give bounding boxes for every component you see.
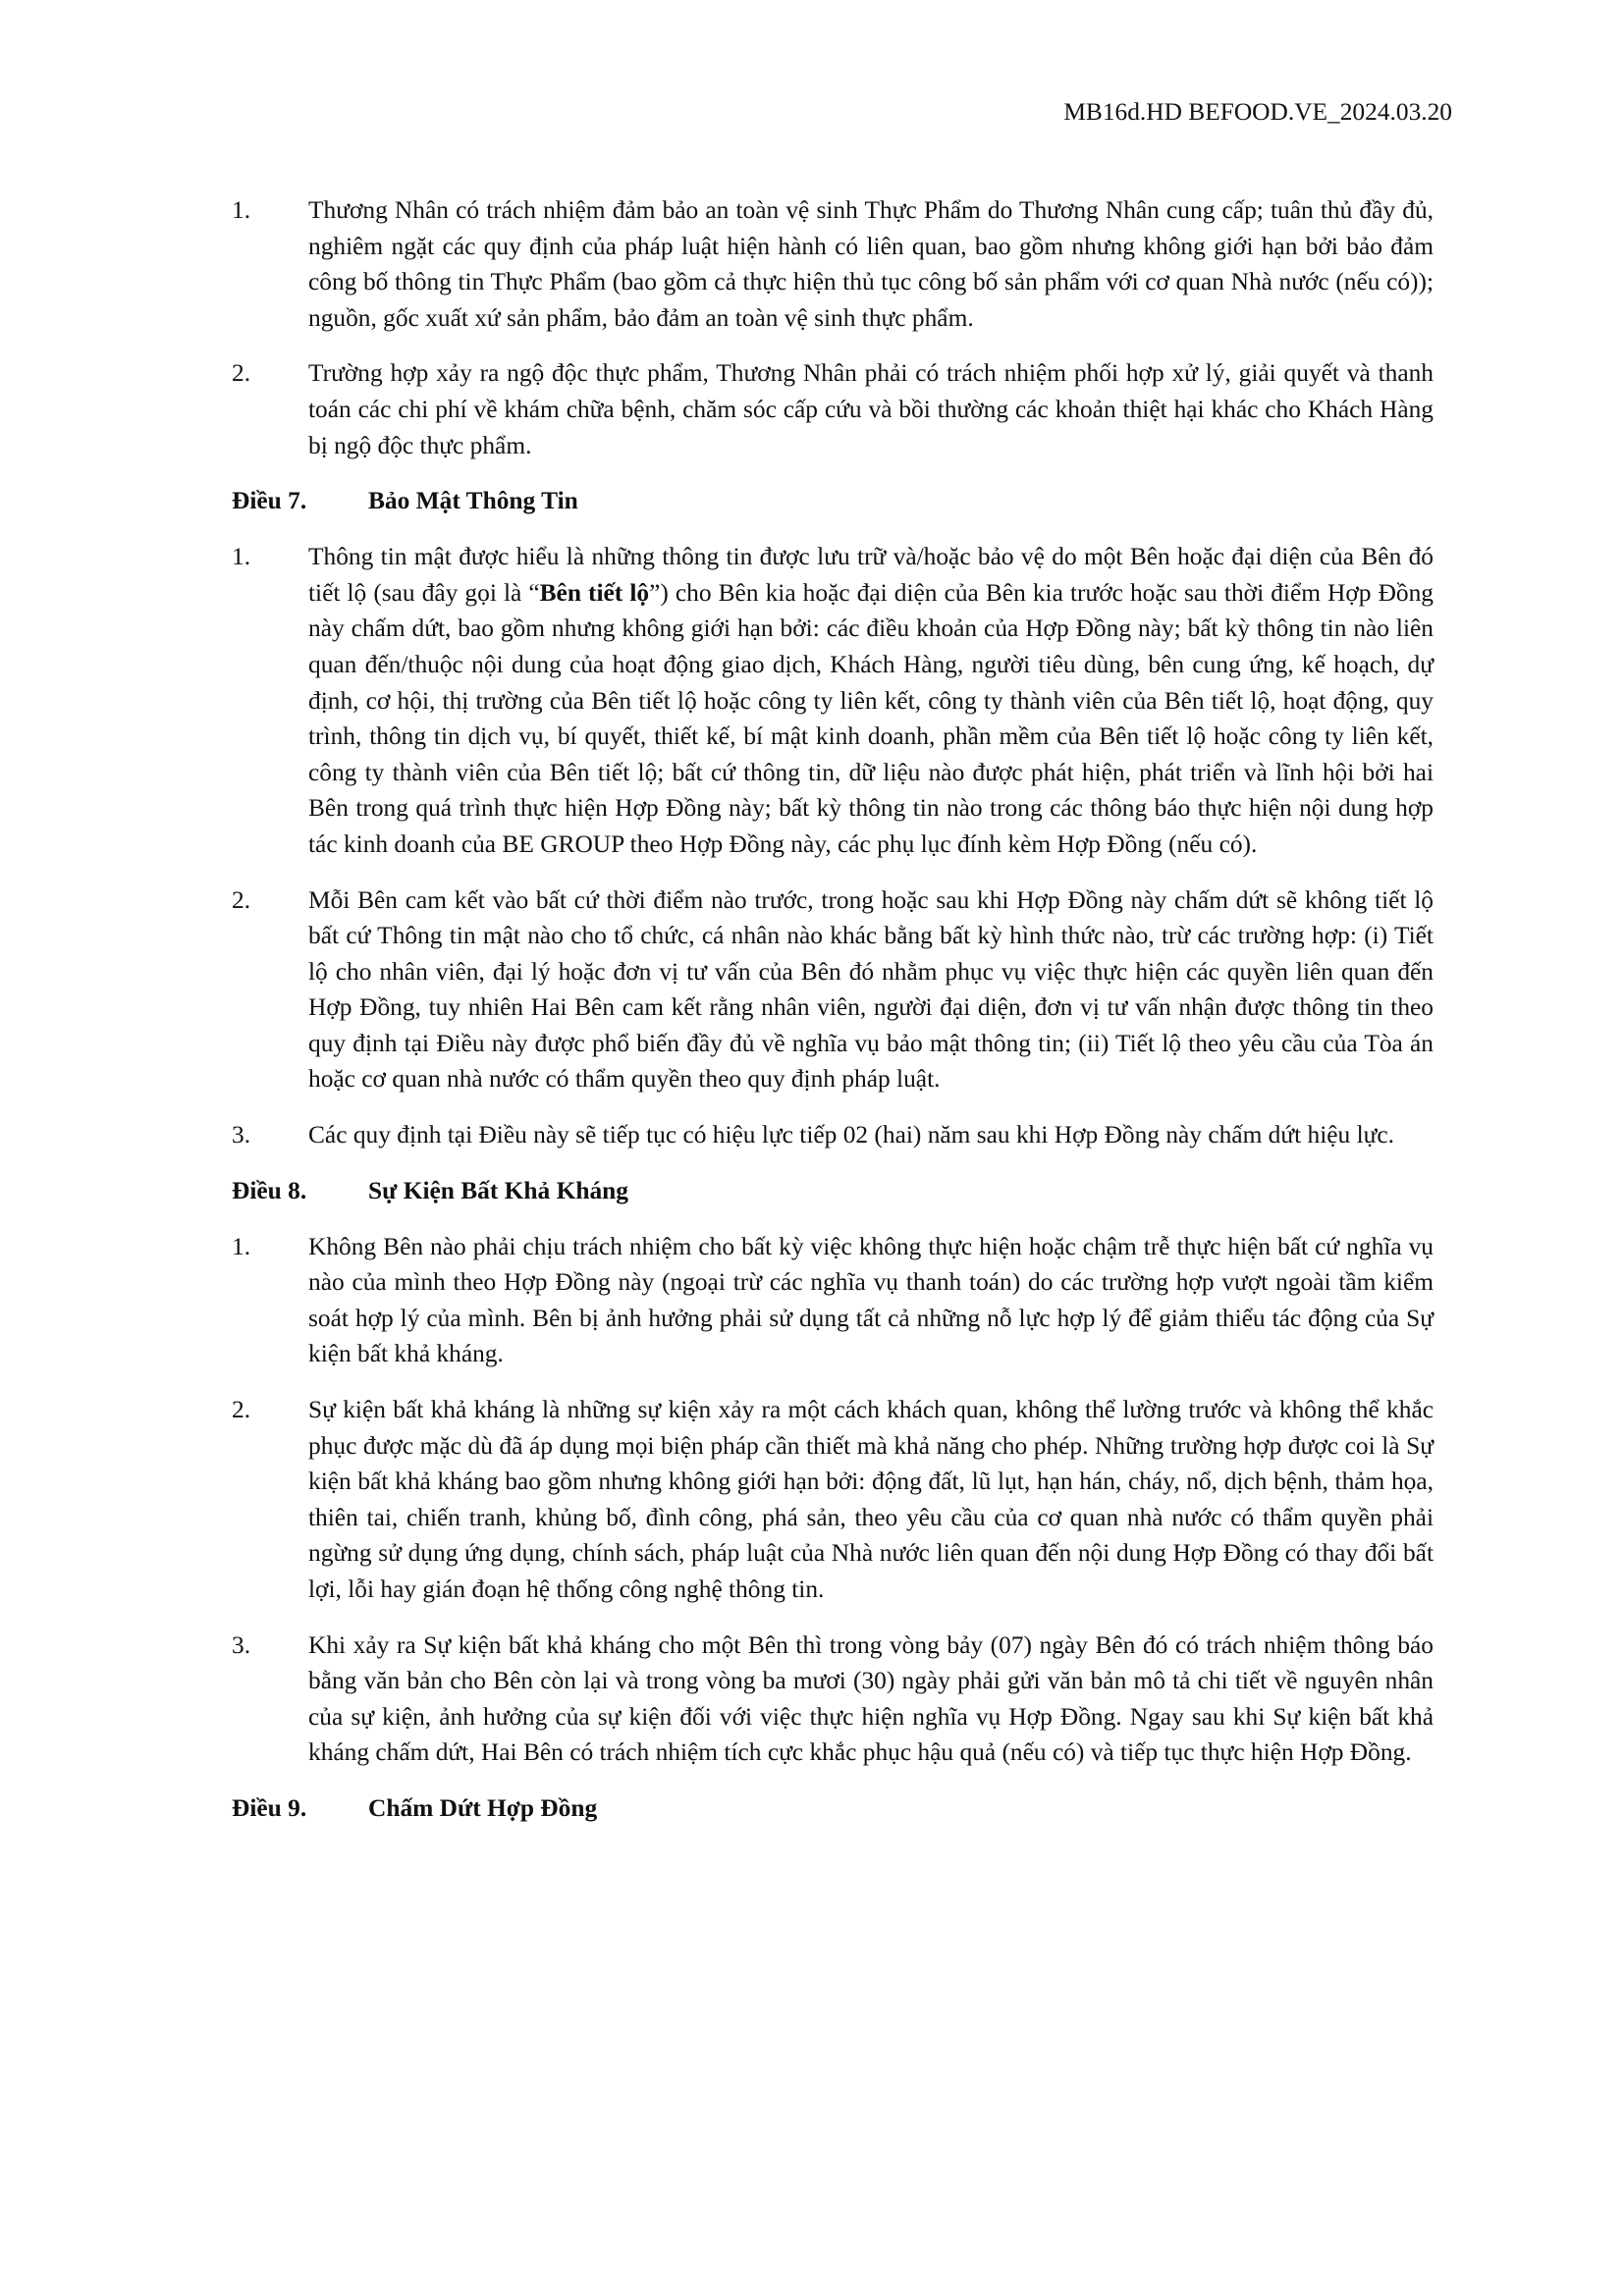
clause-text: Thương Nhân có trách nhiệm đảm bảo an toàn vệ sinh Thực Phẩm do Thương Nhân cung cấp; tuân thủ đầy đủ, nghiêm ngặt các quy định của pháp luật hiện hành có liên quan, bao gồm nhưng không giới hạn bởi bảo đảm công bố thông tin Thực Phẩm (bao gồm cả thực hiện thủ tục công bố sản phẩm với cơ quan Nhà nước (nếu có)); nguồn, gốc xuất xứ sản phẩm, bảo đảm an toàn vệ sinh thực phẩm. — [308, 196, 1434, 332]
article-title: Sự Kiện Bất Khả Kháng — [368, 1176, 628, 1204]
clause-7-3 — [232, 1117, 1434, 1153]
clause-text-start: Thông tin mật được hiểu là những thông tin được lưu trữ và/hoặc bảo vệ do một Bên hoặc đại diện của Bên đó tiết lộ (sau đây gọi là “ — [308, 543, 1434, 607]
clause-text-rest: ”) cho Bên kia hoặc đại diện của Bên kia trước hoặc sau thời điểm Hợp Đồng này chấm dứt, bao gồm nhưng không giới hạn bởi: các điều khoản của Hợp Đồng này; bất kỳ thông tin nào liên quan đến/thuộc nội dung của hoạt động giao dịch, Khách Hàng, người tiêu dùng, bên cung ứng, kế hoạch, dự định, cơ hội, thị trường của Bên tiết lộ hoặc công ty liên kết, công ty thành viên của Bên tiết lộ, hoạt động, quy trình, thông tin dịch vụ, bí quyết, thiết kế, bí mật kinh doanh, phần mềm của Bên tiết lộ hoặc công ty liên kết, công ty thành viên của Bên tiết lộ; bất cứ thông tin, dữ liệu nào được phát hiện, phát triển và lĩnh hội bởi hai Bên trong quá trình thực hiện Hợp Đồng này; bất kỳ thông tin nào trong các thông báo thực hiện nội dung hợp tác kinh doanh của BE GROUP theo Hợp Đồng này, các phụ lục đính kèm Hợp Đồng (nếu có). — [308, 578, 1434, 858]
article-number: Điều 7. — [232, 487, 307, 515]
document-code: MB16d.HD BEFOOD.VE_2024.03.20 — [1063, 98, 1452, 126]
article-number: Điều 9. — [232, 1793, 307, 1822]
article-title: Bảo Mật Thông Tin — [368, 487, 578, 515]
clause-8-2 — [232, 1392, 1434, 1608]
defined-term: Bên tiết lộ — [539, 578, 650, 607]
article-number: Điều 8. — [232, 1176, 307, 1204]
document-body — [232, 192, 1434, 1846]
article-8-heading — [232, 1173, 1434, 1209]
clause-text: Sự kiện bất khả kháng là những sự kiện xảy ra một cách khách quan, không thể lường trước và không thể khắc phục được mặc dù đã áp dụng mọi biện pháp cần thiết mà khả năng cho phép. Những trường hợp được coi là Sự kiện bất khả kháng bao gồm nhưng không giới hạn bởi: động đất, lũ lụt, hạn hán, cháy, nổ, dịch bệnh, thảm họa, thiên tai, chiến tranh, khủng bố, đình công, phá sản, theo yêu cầu của cơ quan nhà nước có thẩm quyền phải ngừng sử dụng ứng dụng, chính sách, pháp luật của Nhà nước liên quan đến nội dung Hợp Đồng có thay đổi bất lợi, lỗi hay gián đoạn hệ thống công nghệ thông tin. — [308, 1396, 1434, 1603]
clause-7-2 — [232, 882, 1434, 1098]
clause-number: 3. — [232, 1630, 251, 1659]
clause-number: 1. — [232, 1232, 251, 1260]
clause-number: 3. — [232, 1121, 251, 1149]
article-title: Chấm Dứt Hợp Đồng — [368, 1793, 598, 1822]
clause-text: Khi xảy ra Sự kiện bất khả kháng cho một Bên thì trong vòng bảy (07) ngày Bên đó có trách nhiệm thông báo bằng văn bản cho Bên còn lại và trong vòng ba mươi (30) ngày phải gửi văn bản mô tả chi tiết về nguyên nhân của sự kiện, ảnh hưởng của sự kiện đối với việc thực hiện nghĩa vụ Hợp Đồng. Ngay sau khi Sự kiện bất khả kháng chấm dứt, Hai Bên có trách nhiệm tích cực khắc phục hậu quả (nếu có) và tiếp tục thực hiện Hợp Đồng. — [308, 1630, 1434, 1767]
article-7-heading — [232, 483, 1434, 519]
clause-text: Không Bên nào phải chịu trách nhiệm cho bất kỳ việc không thực hiện hoặc chậm trễ thực hiện bất cứ nghĩa vụ nào của mình theo Hợp Đồng này (ngoại trừ các nghĩa vụ thanh toán) do các trường hợp vượt ngoài tầm kiểm soát hợp lý của mình. Bên bị ảnh hưởng phải sử dụng tất cả những nỗ lực hợp lý để giảm thiểu tác động của Sự kiện bất khả kháng. — [308, 1232, 1434, 1368]
clause-6-2 — [232, 355, 1434, 463]
clause-text: Các quy định tại Điều này sẽ tiếp tục có hiệu lực tiếp 02 (hai) năm sau khi Hợp Đồng này chấm dứt hiệu lực. — [308, 1121, 1395, 1149]
clause-number: 1. — [232, 543, 251, 571]
clause-number: 1. — [232, 196, 251, 224]
clause-text: Mỗi Bên cam kết vào bất cứ thời điểm nào trước, trong hoặc sau khi Hợp Đồng này chấm dứt sẽ không tiết lộ bất cứ Thông tin mật nào cho tổ chức, cá nhân nào khác bằng bất kỳ hình thức nào, trừ các trường hợp: (i) Tiết lộ cho nhân viên, đại lý hoặc đơn vị tư vấn của Bên đó nhằm phục vụ việc thực hiện các quyền liên quan đến Hợp Đồng, tuy nhiên Hai Bên cam kết rằng nhân viên, người đại diện, đơn vị tư vấn nhận được thông tin theo quy định tại Điều này được phổ biến đầy đủ về nghĩa vụ bảo mật thông tin; (ii) Tiết lộ theo yêu cầu của Tòa án hoặc cơ quan nhà nước có thẩm quyền theo quy định pháp luật. — [308, 885, 1434, 1094]
clause-8-1 — [232, 1229, 1434, 1372]
clause-number: 2. — [232, 359, 251, 388]
clause-text: Trường hợp xảy ra ngộ độc thực phẩm, Thương Nhân phải có trách nhiệm phối hợp xử lý, giải quyết và thanh toán các chi phí về khám chữa bệnh, chăm sóc cấp cứu và bồi thường các khoản thiệt hại khác cho Khách Hàng bị ngộ độc thực phẩm. — [308, 359, 1434, 459]
clause-7-1 — [232, 539, 1434, 862]
clause-number: 2. — [232, 885, 251, 914]
clause-6-1 — [232, 192, 1434, 336]
clause-number: 2. — [232, 1396, 251, 1424]
article-9-heading — [232, 1790, 1434, 1827]
clause-8-3 — [232, 1628, 1434, 1771]
